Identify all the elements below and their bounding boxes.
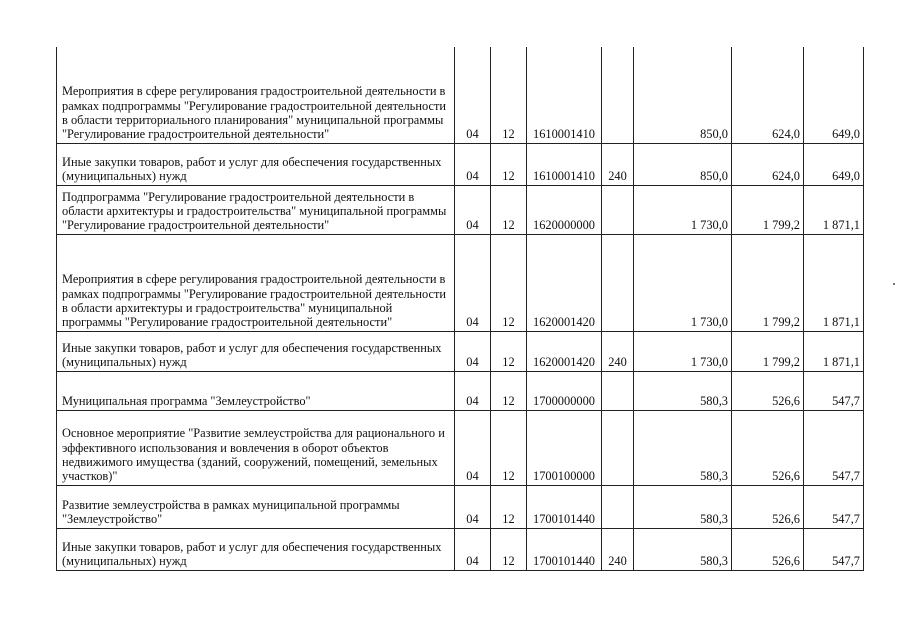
amount-year-2: 526,6	[732, 410, 804, 485]
expense-type-code	[602, 371, 634, 410]
table-row	[57, 371, 864, 410]
row-name: Основное мероприятие "Развитие землеустройства для рационального и эффективного использования и вовлечения в оборот объектов недвижимого имущества (зданий, сооружений, помещений, земельных участков)"	[57, 410, 455, 485]
expense-type-code	[602, 485, 634, 528]
section-code: 04	[455, 331, 491, 371]
section-code: 04	[455, 410, 491, 485]
target-article-code: 1620001420	[527, 234, 602, 331]
table-row	[57, 47, 864, 143]
subsection-code: 12	[491, 371, 527, 410]
target-article-code: 1700101440	[527, 528, 602, 570]
subsection-code: 12	[491, 185, 527, 234]
amount-year-3: 1 871,1	[804, 331, 864, 371]
amount-year-1: 1 730,0	[634, 234, 732, 331]
amount-year-3: 1 871,1	[804, 185, 864, 234]
section-code: 04	[455, 371, 491, 410]
target-article-code: 1700100000	[527, 410, 602, 485]
amount-year-2: 526,6	[732, 371, 804, 410]
amount-year-2: 1 799,2	[732, 331, 804, 371]
table-row	[57, 143, 864, 185]
amount-year-3: 547,7	[804, 485, 864, 528]
amount-year-2: 624,0	[732, 143, 804, 185]
expense-type-code: 240	[602, 143, 634, 185]
amount-year-2: 1 799,2	[732, 185, 804, 234]
target-article-code: 1700000000	[527, 371, 602, 410]
target-article-code: 1610001410	[527, 47, 602, 143]
subsection-code: 12	[491, 143, 527, 185]
row-name: Мероприятия в сфере регулирования градостроительной деятельности в рамках подпрограммы "Регулирование градостроительной деятельности в области архитектуры и градостроительства" муниципальной программы "Регулирование градостроительной деятельности"	[57, 234, 455, 331]
amount-year-2: 526,6	[732, 485, 804, 528]
row-name: Мероприятия в сфере регулирования градостроительной деятельности в рамках подпрограммы "Регулирование градостроительной деятельности в области территориального планирования" муниципальной программы "Регулирование градостроительной деятельности"	[57, 47, 455, 143]
table-row	[57, 185, 864, 234]
expense-type-code: 240	[602, 528, 634, 570]
amount-year-3: 649,0	[804, 143, 864, 185]
row-name: Развитие землеустройства в рамках муниципальной программы "Землеустройство"	[57, 485, 455, 528]
amount-year-2: 1 799,2	[732, 234, 804, 331]
amount-year-3: 547,7	[804, 371, 864, 410]
expense-type-code	[602, 185, 634, 234]
target-article-code: 1620000000	[527, 185, 602, 234]
section-code: 04	[455, 485, 491, 528]
section-code: 04	[455, 143, 491, 185]
expense-type-code: 240	[602, 331, 634, 371]
table-row	[57, 410, 864, 485]
amount-year-1: 850,0	[634, 143, 732, 185]
target-article-code: 1620001420	[527, 331, 602, 371]
amount-year-1: 850,0	[634, 47, 732, 143]
subsection-code: 12	[491, 528, 527, 570]
row-name: Подпрограмма "Регулирование градостроительной деятельности в области архитектуры и градостроительства" муниципальной программы "Регулирование градостроительной деятельности"	[57, 185, 455, 234]
row-name: Иные закупки товаров, работ и услуг для обеспечения государственных (муниципальных) нужд	[57, 331, 455, 371]
subsection-code: 12	[491, 331, 527, 371]
table-row	[57, 234, 864, 331]
expense-type-code	[602, 234, 634, 331]
subsection-code: 12	[491, 234, 527, 331]
section-code: 04	[455, 528, 491, 570]
expense-type-code	[602, 410, 634, 485]
amount-year-3: 547,7	[804, 410, 864, 485]
amount-year-1: 580,3	[634, 485, 732, 528]
amount-year-3: 1 871,1	[804, 234, 864, 331]
table-row	[57, 331, 864, 371]
row-name: Иные закупки товаров, работ и услуг для обеспечения государственных (муниципальных) нужд	[57, 143, 455, 185]
amount-year-3: 547,7	[804, 528, 864, 570]
budget-table	[56, 47, 864, 571]
amount-year-1: 580,3	[634, 371, 732, 410]
table-row	[57, 528, 864, 570]
amount-year-1: 1 730,0	[634, 331, 732, 371]
scan-speck	[893, 283, 895, 285]
amount-year-2: 526,6	[732, 528, 804, 570]
section-code: 04	[455, 47, 491, 143]
expense-type-code	[602, 47, 634, 143]
row-name: Муниципальная программа "Землеустройство"	[57, 371, 455, 410]
table-row	[57, 485, 864, 528]
amount-year-1: 580,3	[634, 410, 732, 485]
amount-year-3: 649,0	[804, 47, 864, 143]
subsection-code: 12	[491, 47, 527, 143]
row-name: Иные закупки товаров, работ и услуг для обеспечения государственных (муниципальных) нужд	[57, 528, 455, 570]
section-code: 04	[455, 234, 491, 331]
amount-year-1: 1 730,0	[634, 185, 732, 234]
amount-year-2: 624,0	[732, 47, 804, 143]
subsection-code: 12	[491, 485, 527, 528]
target-article-code: 1700101440	[527, 485, 602, 528]
subsection-code: 12	[491, 410, 527, 485]
amount-year-1: 580,3	[634, 528, 732, 570]
target-article-code: 1610001410	[527, 143, 602, 185]
section-code: 04	[455, 185, 491, 234]
budget-table-container	[56, 47, 864, 571]
